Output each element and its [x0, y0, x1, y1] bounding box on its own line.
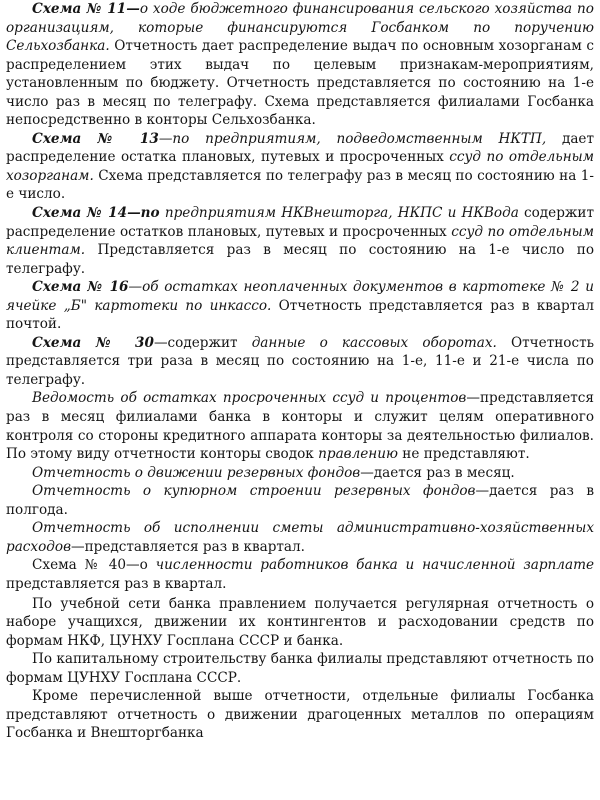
- schema-16-subject: —об остатках неоплаченных документов в картотеке № 2 и ячейке „Б" картотеки по инкассо.: [6, 279, 594, 314]
- schema-30-subject: данные о кассовых оборотах.: [251, 334, 497, 351]
- schema-13-subject-2: ссуд по отдельным хозорганам.: [6, 149, 594, 184]
- schema-14-heading: Схема № 14—по: [32, 205, 160, 222]
- paragraph-metals: [6, 687, 594, 743]
- schema-16-heading: Схема № 16: [32, 279, 129, 296]
- paragraph-schema-16: [6, 278, 594, 334]
- coupon-heading: Отчетность о купюрном строении резервных фондов: [32, 483, 476, 500]
- paragraph-schema-30: [6, 334, 594, 390]
- schema-14-text-2: Представляется раз в месяц по состоянию на 1-е число по телеграфу.: [6, 242, 594, 277]
- vedomost-text-2: не представляют.: [397, 446, 530, 463]
- schema-40-subject: численности работников банка и начисленной зарплате: [155, 557, 595, 574]
- vedomost-subject-2: правлению: [318, 446, 398, 463]
- schema-40-heading: Схема № 40: [32, 557, 127, 574]
- paragraph-education: [6, 595, 594, 651]
- schema-30-heading: Схема № 30: [32, 334, 154, 351]
- education-text: По учебной сети банка правлением получается регулярная отчетность о наборе учащихся, движении их контингентов и расходовании средств по формам НКФ, ЦУНХУ Госплана СССР и банка.: [6, 595, 594, 649]
- paragraph-reserve-funds: [6, 464, 594, 483]
- vedomost-heading: Ведомость об остатках просроченных ссуд и процентов: [32, 390, 467, 407]
- paragraph-admin-budget: [6, 519, 594, 556]
- paragraph-construction: [6, 650, 594, 687]
- reserve-funds-text: —дается раз в месяц.: [360, 464, 515, 481]
- paragraph-vedomost: [6, 389, 594, 463]
- schema-13-text: дает распределение остатка плановых, путевых и просроченных: [6, 130, 594, 166]
- paragraph-schema-40: [6, 556, 594, 593]
- schema-30-text: Отчетность представляется три раза в месяц по состоянию на 1-е, 11-е и 21-е числа по телеграфу.: [6, 334, 594, 388]
- construction-text: По капитальному строительству банка филиалы представляют отчетность по формам ЦУНХУ Госплана СССР.: [6, 651, 594, 686]
- schema-14-text: содержит распределение остатков плановых, путевых и просроченных: [6, 205, 594, 240]
- admin-budget-text: —представляется раз в квартал.: [70, 538, 305, 555]
- paragraph-coupon: [6, 482, 594, 519]
- coupon-text: —дается раз в полгода.: [6, 483, 594, 518]
- schema-11-heading: Схема № 11—: [32, 1, 140, 17]
- paragraph-schema-14: [6, 204, 594, 278]
- schema-13-subject: —по предприятиям, подведомственным НКТП,: [158, 130, 547, 147]
- schema-40-prefix: —о: [126, 557, 156, 574]
- schema-14-subject: предприятиям НКВнешторга, НКПС и НКВода: [159, 205, 519, 222]
- paragraph-schema-11: [6, 0, 594, 130]
- schema-14-subject-2: ссуд по отдельным клиентам.: [6, 223, 594, 259]
- schema-11-text: Отчетность дает распределение выдач по основным хозорганам с распределением этих выдач по целевым признакам-мероприятиям, установленным по бюджету. Отчетность представляется по состоянию на 1-е число раз в месяц по телеграфу. Схема представляется филиалами Госбанка непосредственно в конторы Сельхозбанка.: [6, 38, 594, 129]
- schema-11-subject: о ходе бюджетного финансирования сельского хозяйства по организациям, которые финансируются Госбанком по поручению Сельхозбанка.: [6, 1, 594, 55]
- schema-30-prefix: —содержит: [153, 334, 252, 351]
- schema-16-text: Отчетность представляется раз в квартал почтой.: [6, 297, 594, 333]
- vedomost-text: —представляется раз в месяц филиалами банка в конторы и служит целям оперативного контроля со стороны кредитного аппарата конторы за деятельностью филиалов. По этому виду отчетности конторы сводок: [6, 390, 594, 463]
- schema-40-text: представляется раз в квартал.: [6, 575, 227, 592]
- admin-budget-heading: Отчетность об исполнении сметы административно-хозяйственных расходов: [6, 520, 594, 555]
- metals-text: Кроме перечисленной выше отчетности, отдельные филиалы Госбанка представляют отчетность о движении драгоценных металлов по операциям Госбанка и Внешторгбанка: [6, 688, 594, 742]
- reserve-funds-heading: Отчетность о движении резервных фондов: [32, 464, 361, 481]
- paragraph-schema-13: [6, 130, 594, 204]
- schema-13-text-2: Схема представляется по телеграфу раз в месяц по состоянию на 1-е число.: [6, 167, 594, 203]
- schema-13-heading: Схема № 13: [32, 130, 159, 147]
